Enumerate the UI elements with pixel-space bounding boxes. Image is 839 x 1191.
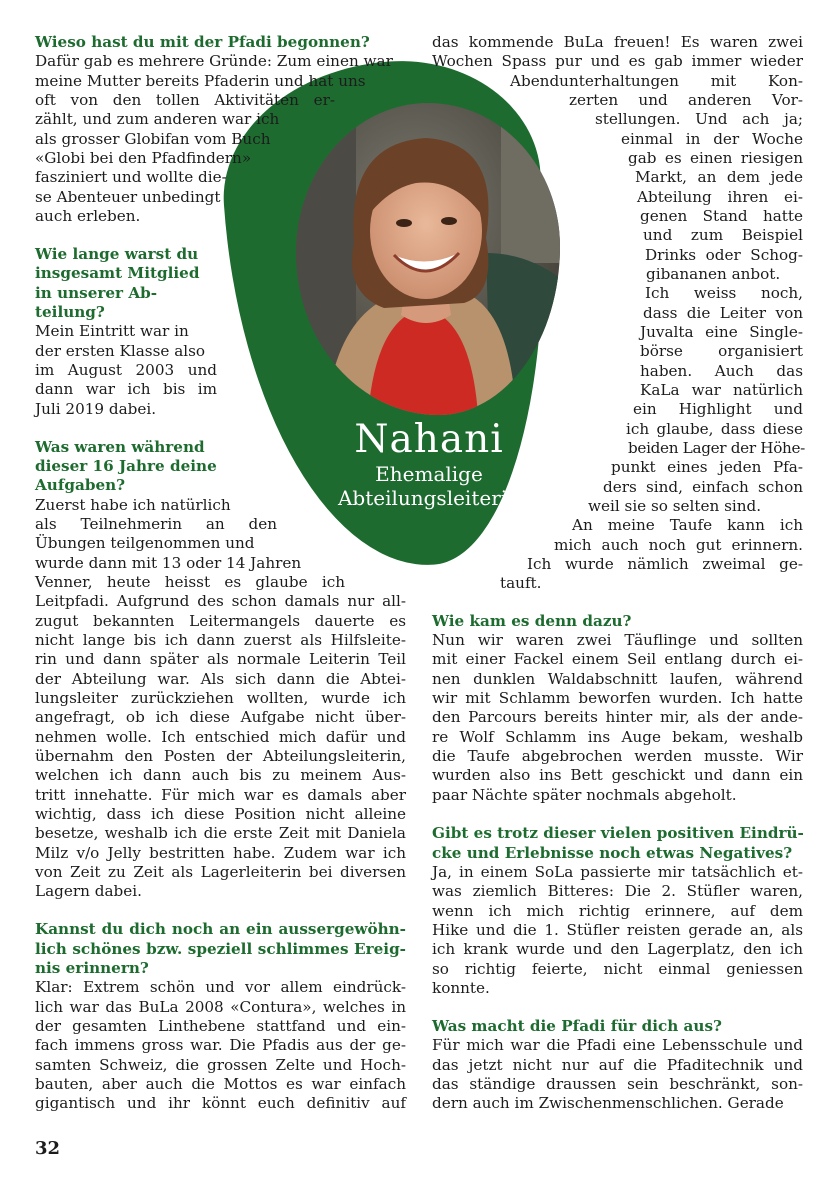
interview-answer-line: zählt, und zum anderen war ich [35,110,280,128]
interview-answer-line: rin und dann später als normale Leiterin Teil [35,650,406,668]
interview-answer-line: stellungen. Und ach ja; [595,110,803,128]
interview-answer-line: dass die Leiter von [643,304,803,322]
interview-answer-line: Abteilung ihren ei- [637,188,803,206]
interview-answer-line: was ziemlich Bitteres: Die 2. Stüfler waren, [432,882,803,900]
interview-answer-line: das kommende BuLa freuen! Es waren zwei [432,33,803,51]
interview-answer-line: lich war das BuLa 2008 «Contura», welches in [35,998,406,1016]
interview-answer-line: nicht lange bis ich dann zuerst als Hilfsleite- [35,631,406,649]
interview-answer-line: Ich weiss noch, [645,284,803,302]
interview-answer-line: so richtig feierte, nicht einmal geniessen [432,960,803,978]
interview-answer-line: ich krank wurde und den Lagerplatz, den ich [432,940,803,958]
interview-question-line: Aufgaben? [35,476,126,494]
page-number: 32 [35,1138,61,1159]
profile-role-line-2: Abteilungsleiterin [337,486,521,510]
interview-answer-line: als Teilnehmerin an den [35,515,277,533]
interview-answer-line: se Abenteuer unbedingt [35,188,221,206]
interview-answer-line: KaLa war natürlich [640,381,803,399]
interview-answer-line: tritt innehatte. Für mich war es damals aber [35,786,406,804]
interview-answer-line: wir mit Schlamm beworfen wurden. Ich hatte [432,689,803,707]
interview-answer-line: paar Nächte später nochmals abgeholt. [432,786,737,804]
interview-answer-line: gigantisch und ihr könnt euch definitiv auf [35,1094,406,1112]
interview-answer-line: als grosser Globifan vom Buch [35,130,271,148]
interview-answer-line: Venner, heute heisst es glaube ich [35,573,345,591]
interview-answer-line: Für mich war die Pfadi eine Lebensschule und [432,1036,803,1054]
interview-answer-line: genen Stand hatte [640,207,803,225]
interview-answer-line: gibananen anbot. [646,265,781,283]
interview-answer-line: haben. Auch das [640,362,803,380]
interview-question-line: lich schönes bzw. speziell schlimmes Ereig- [35,940,406,958]
interview-answer-line: Milz v/o Jelly bestritten habe. Zudem war ich [35,844,406,862]
interview-answer-line: angefragt, ob ich diese Aufgabe nicht über- [35,708,406,726]
interview-question-line: Kannst du dich noch an ein aussergewöhn- [35,920,406,938]
interview-answer-line: ein Highlight und [633,400,803,418]
interview-answer-line: welchen ich dann auch bis zu meinem Aus- [35,766,406,784]
interview-answer-line: «Globi bei den Pfadfindern» [35,149,252,167]
interview-answer-line: börse organisiert [640,342,803,360]
interview-answer-line: der ersten Klasse also [35,342,206,360]
interview-question-line: in unserer Ab- [35,284,158,302]
interview-answer-line: im August 2003 und [35,361,217,379]
interview-answer-line: das jetzt nicht nur auf die Pfaditechnik und [432,1056,803,1074]
interview-answer-line: Klar: Extrem schön und vor allem eindrück- [35,978,406,996]
interview-answer-line: Markt, an dem jede [635,168,803,186]
interview-answer-line: die Taufe abgebrochen werden musste. Wir [432,747,803,765]
interview-answer-line: Übungen teilgenommen und [35,534,255,552]
interview-answer-line: beiden Lager der Höhe- [628,439,805,457]
interview-answer-line: das ständige draussen sein beschränkt, son- [432,1075,803,1093]
interview-answer-line: mit einer Fackel einem Seil entlang durch ei- [432,650,803,668]
interview-answer-line: wenn ich mich richtig erinnere, auf dem [432,902,803,920]
interview-answer-line: Hike und die 1. Stüfler reisten gerade an, als [432,921,803,939]
interview-answer-line: Zuerst habe ich natürlich [35,496,231,514]
interview-answer-line: einmal in der Woche [621,130,803,148]
interview-answer-line: zugut bekannten Leitermangels dauerte es [35,612,406,630]
interview-answer-line: wurden also ins Bett geschickt und dann ein [432,766,803,784]
interview-answer-line: wichtig, dass ich diese Position nicht alleine [35,805,406,823]
interview-answer-line: Dafür gab es mehrere Gründe: Zum einen war [35,52,393,70]
interview-answer-line: besetze, weshalb ich die erste Zeit mit Daniela [35,824,406,842]
interview-answer-line: gab es einen riesigen [628,149,803,167]
interview-answer-line: punkt eines jeden Pfa- [611,458,803,476]
interview-question-line: dieser 16 Jahre deine [35,457,217,475]
interview-answer-line: An meine Taufe kann ich [572,516,803,534]
interview-answer-line: auch erleben. [35,207,141,225]
interview-answer-line: den Parcours bereits hinter mir, als der ande- [432,708,803,726]
profile-caption [318,418,540,510]
interview-answer-line: dern auch im Zwischenmenschlichen. Gerade [432,1094,784,1112]
interview-question-line: Wieso hast du mit der Pfadi begonnen? [35,33,370,51]
interview-answer-line: Lagern dabei. [35,882,142,900]
interview-question-line: teilung? [35,303,105,321]
interview-answer-line: Leitpfadi. Aufgrund des schon damals nur all- [35,592,406,610]
interview-answer-line: Juvalta eine Single- [640,323,803,341]
interview-answer-line: oft von den tollen Aktivitäten er- [35,91,335,109]
interview-answer-line: lungsleiter zurückziehen wollten, wurde ich [35,689,406,707]
interview-answer-line: der Abteilung war. Als sich dann die Abtei- [35,670,406,688]
interview-answer-line: bauten, aber auch die Mottos es war einfach [35,1075,406,1093]
interview-question-line: Wie lange warst du [35,245,199,263]
interview-answer-line: samten Schweiz, die grossen Zelte und Hoch- [35,1056,406,1074]
interview-answer-line: fach immens gross war. Die Pfadis aus der ge- [35,1036,406,1054]
interview-answer-line: Mein Eintritt war in [35,322,189,340]
interview-answer-line: ich glaube, dass diese [626,420,803,438]
interview-question-line: Wie kam es denn dazu? [432,612,632,630]
interview-answer-line: der gesamten Linthebene stattfand und ein- [35,1017,406,1035]
interview-answer-line: Wochen Spass pur und es gab immer wieder [432,52,803,70]
interview-answer-line: nen dunklen Waldabschnitt laufen, während [432,670,803,688]
interview-answer-line: konnte. [432,979,490,997]
interview-answer-line: und zum Beispiel [643,226,803,244]
interview-answer-line: fasziniert und wollte die- [35,168,227,186]
interview-question-line: insgesamt Mitglied [35,264,200,282]
interview-question-line: nis erinnern? [35,959,149,977]
interview-answer-line: mich auch noch gut erinnern. [554,536,803,554]
interview-answer-line: dann war ich bis im [35,380,217,398]
interview-answer-line: Ja, in einem SoLa passierte mir tatsächlich et- [432,863,803,881]
profile-role-line-1: Ehemalige [375,462,483,486]
interview-answer-line: zerten und anderen Vor- [569,91,803,109]
interview-answer-line: Ich wurde nämlich zweimal ge- [527,555,803,573]
interview-question-line: Was waren während [35,438,205,456]
interview-answer-line: re Wolf Schlamm ins Auge bekam, weshalb [432,728,803,746]
interview-answer-line: Juli 2019 dabei. [35,400,157,418]
profile-name: Nahani [354,417,504,462]
interview-answer-line: ders sind, einfach schon [603,478,803,496]
interview-answer-line: Drinks oder Schog- [645,246,803,264]
interview-answer-line: von Zeit zu Zeit als Lagerleiterin bei diversen [35,863,406,881]
interview-question-line: Gibt es trotz dieser vielen positiven Eindrü- [432,824,804,842]
interview-question-line: cke und Erlebnisse noch etwas Negatives? [432,844,793,862]
interview-answer-line: tauft. [500,574,542,592]
interview-answer-line: weil sie so selten sind. [588,497,762,515]
interview-answer-line: wurde dann mit 13 oder 14 Jahren [35,554,302,572]
interview-answer-line: Abendunterhaltungen mit Kon- [510,72,803,90]
interview-answer-line: übernahm den Posten der Abteilungsleiterin, [35,747,406,765]
interview-answer-line: nehmen wolle. Ich entschied mich dafür und [35,728,406,746]
interview-question-line: Was macht die Pfadi für dich aus? [432,1017,722,1035]
interview-answer-line: meine Mutter bereits Pfaderin und hat uns [35,72,366,90]
interview-answer-line: Nun wir waren zwei Täuflinge und sollten [432,631,803,649]
